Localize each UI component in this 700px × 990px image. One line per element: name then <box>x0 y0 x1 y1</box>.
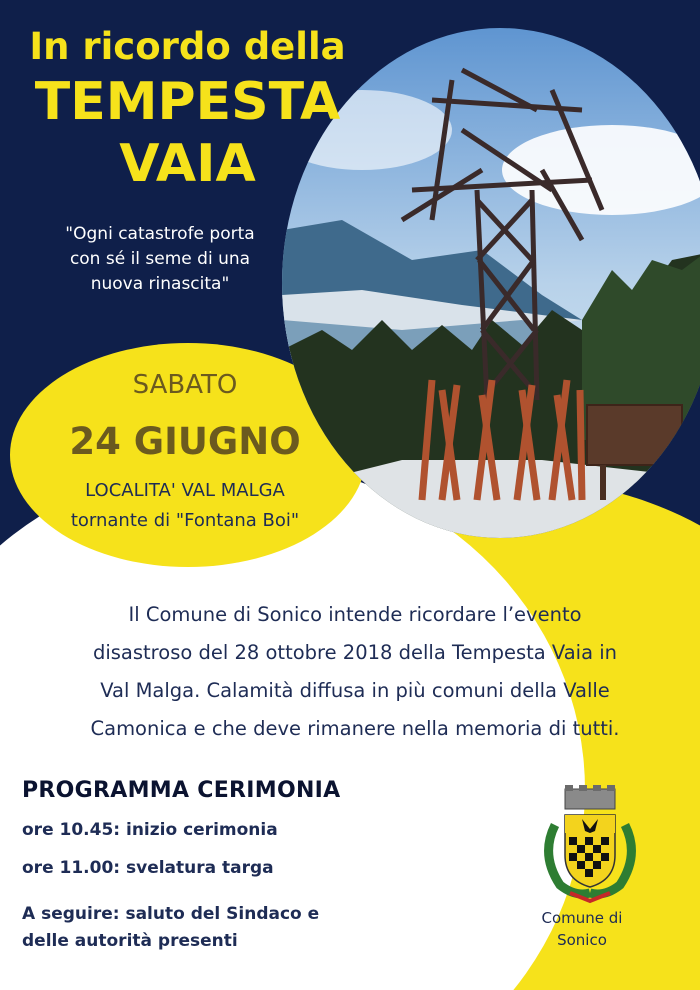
quote-line-1: "Ogni catastrofe porta <box>65 224 255 244</box>
event-date: 24 GIUGNO <box>69 420 301 463</box>
description-line-2: disastroso del 28 ottobre 2018 della Tempesta Vaia in <box>92 641 618 664</box>
quote-line-2: con sé il seme di una <box>69 249 251 269</box>
comune-label-line-1: Comune di <box>541 909 623 927</box>
event-day: SABATO <box>132 370 238 400</box>
event-location: LOCALITA' VAL MALGA <box>85 480 285 501</box>
quote <box>20 222 300 297</box>
description <box>30 596 680 748</box>
program-item-3-line-1: A seguire: saluto del Sindaco e <box>22 904 320 924</box>
program-item-3 <box>22 901 442 955</box>
comune-label-line-2: Sonico <box>557 931 607 949</box>
description-line-3: Val Malga. Calamità diffusa in più comuni della Valle <box>100 679 610 702</box>
title-line-3: VAIA <box>119 134 256 194</box>
program-title: PROGRAMMA CERIMONIA <box>22 778 341 803</box>
title-line-2: TEMPESTA <box>34 72 341 132</box>
program-item-2: ore 11.00: svelatura targa <box>22 858 274 878</box>
comune-label <box>527 907 637 951</box>
program-item-1: ore 10.45: inizio cerimonia <box>22 820 278 840</box>
program-item-3-line-2: delle autorità presenti <box>22 931 238 951</box>
quote-line-3: nuova rinascita" <box>90 274 230 294</box>
description-line-4: Camonica e che deve rimanere nella memoria di tutti. <box>90 717 620 740</box>
coat-of-arms-icon <box>535 785 645 905</box>
event-place: tornante di "Fontana Boi" <box>70 510 300 531</box>
description-line-1: Il Comune di Sonico intende ricordare l’evento <box>128 603 582 626</box>
title-line-1: In ricordo della <box>29 25 346 68</box>
